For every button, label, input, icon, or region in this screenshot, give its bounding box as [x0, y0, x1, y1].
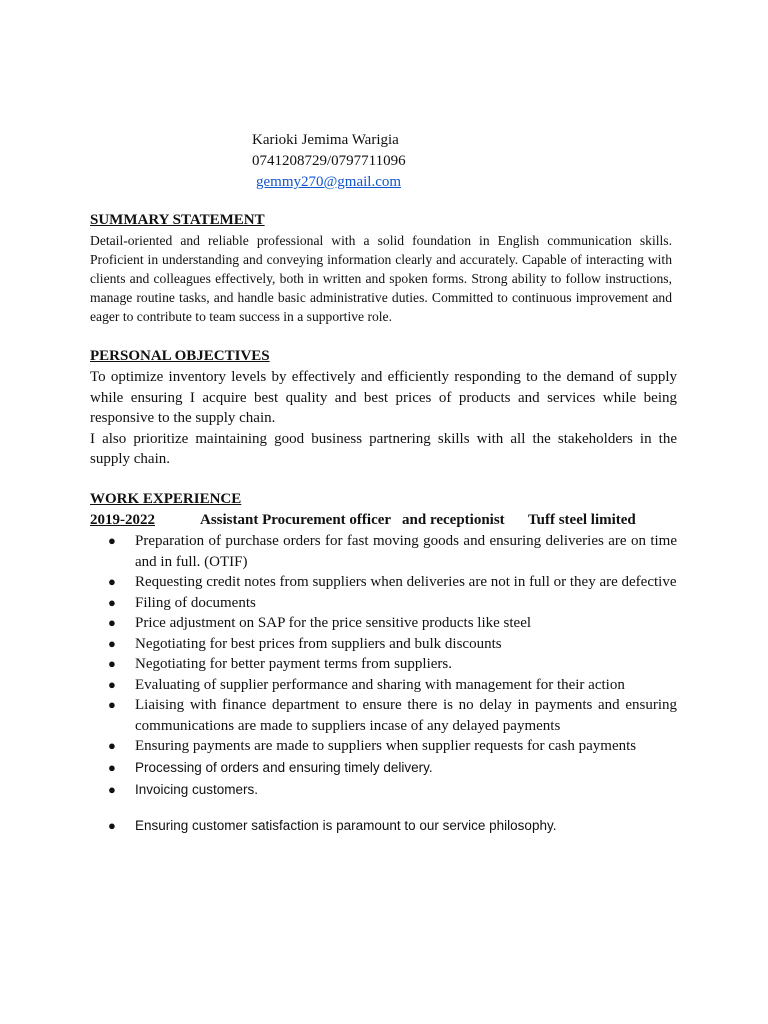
- summary-text: Detail-oriented and reliable professional with a solid foundation in English communication skills. Proficient in understanding and conveying information clearly and accurately. Capable of interacting with clients and colleagues effectively, both in written and spoken forms. Strong ability to follow instructions, manage routine tasks, and handle basic administrative duties. Committed to continuous improvement and eager to contribute to team success in a supportive role.: [90, 233, 672, 324]
- bullet-icon: ●: [108, 759, 116, 775]
- bullet-icon: ●: [108, 656, 116, 671]
- list-item: ● Liaising with finance department to ensure there is no delay in payments and ensuring communications are made to suppliers incase of any delayed payments: [108, 697, 677, 734]
- list-item: ● Ensuring payments are made to suppliers when supplier requests for cash payments: [108, 736, 677, 757]
- bullet-icon: ●: [108, 574, 116, 589]
- list-item: ● Ensuring customer satisfaction is paramount to our service philosophy.: [108, 815, 677, 837]
- bullet-icon: ●: [108, 594, 116, 610]
- objectives-paragraph: To optimize inventory levels by effectively and efficiently responding to the demand of supply while ensuring I acquire best quality and best prices of products and services while being responsive to the supply chain.: [90, 369, 677, 426]
- objectives-heading: PERSONAL OBJECTIVES: [90, 348, 270, 364]
- list-item: ● Filing of documents: [108, 593, 677, 614]
- job-title-line: [90, 510, 690, 530]
- objectives-paragraph: I also prioritize maintaining good business partnering skills with all the stakeholders in the supply chain.: [90, 430, 677, 467]
- list-item: ● Evaluating of supplier performance and sharing with management for their action: [108, 675, 677, 696]
- contact-header: [252, 130, 406, 193]
- phone-numbers: 0741208729/0797711096: [252, 153, 406, 169]
- bullet-icon: ●: [108, 615, 116, 630]
- bullet-icon: ●: [108, 781, 116, 797]
- job-years: 2019-2022: [90, 512, 155, 528]
- bullet-icon: ●: [108, 697, 116, 712]
- bullet-icon: ●: [108, 676, 116, 692]
- bullet-icon: ●: [108, 817, 116, 833]
- applicant-name: Karioki Jemima Warigia: [252, 132, 399, 148]
- list-item: ● Invoicing customers.: [108, 779, 677, 801]
- list-item: ● Processing of orders and ensuring timely delivery.: [108, 757, 677, 779]
- bullet-icon: ●: [108, 533, 116, 548]
- objectives-body: [90, 367, 677, 470]
- list-item: ● Negotiating for best prices from suppliers and bulk discounts: [108, 634, 677, 655]
- list-item: ● Requesting credit notes from suppliers when deliveries are not in full or they are defective: [108, 572, 677, 593]
- job-company: Tuff steel limited: [528, 512, 636, 528]
- experience-heading: WORK EXPERIENCE: [90, 491, 242, 507]
- job-role: Assistant Procurement officer and receptionist: [200, 512, 505, 528]
- list-item: ● Negotiating for better payment terms from suppliers.: [108, 654, 677, 675]
- summary-heading: SUMMARY STATEMENT: [90, 212, 265, 228]
- duties-list: [108, 531, 677, 837]
- list-item: ● Price adjustment on SAP for the price sensitive products like steel: [108, 613, 677, 634]
- list-item: ● Preparation of purchase orders for fast moving goods and ensuring deliveries are on time and in full. (OTIF): [108, 533, 677, 570]
- email-link[interactable]: gemmy270@gmail.com: [256, 174, 402, 190]
- bullet-icon: ●: [108, 738, 116, 753]
- bullet-icon: ●: [108, 635, 116, 651]
